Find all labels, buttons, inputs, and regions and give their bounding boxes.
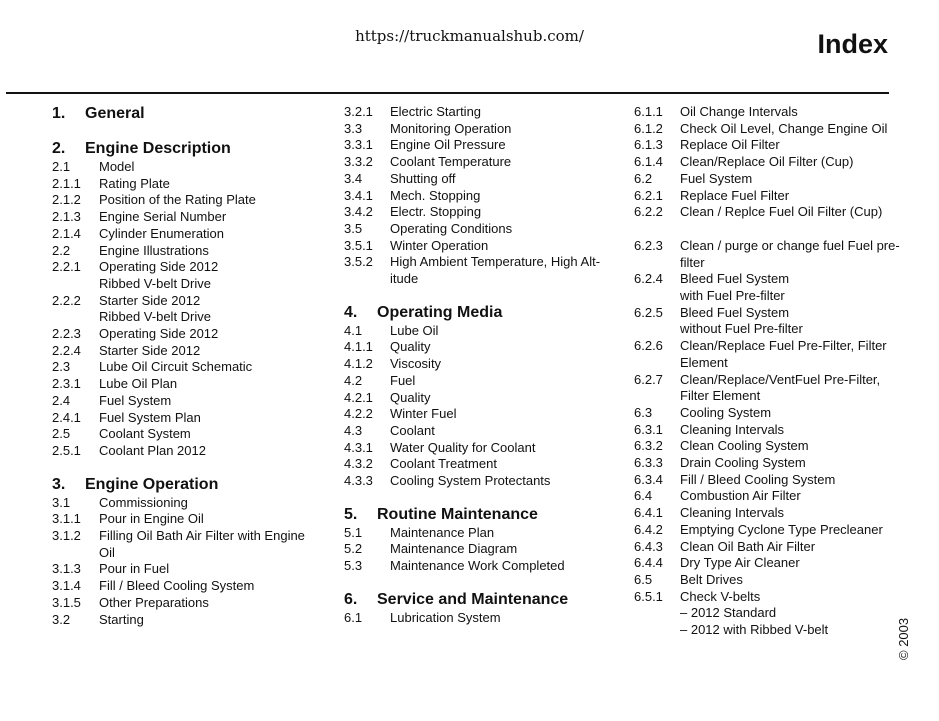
index-entry (344, 221, 614, 238)
index-entry (344, 610, 614, 627)
entry-title: Clean/Replace/VentFuel Pre-Filter, Filter Element (680, 371, 881, 404)
entry-title: Engine Oil Pressure (390, 137, 506, 153)
entry-number: 2.2.1 (52, 259, 81, 275)
section-heading (52, 104, 320, 124)
entry-number: 3.5.2 (344, 254, 373, 270)
entry-title: Engine Serial Number (99, 209, 227, 225)
entry-title: Rating Plate (99, 175, 170, 191)
header-divider (6, 92, 889, 94)
entry-title: Drain Cooling System (680, 455, 806, 471)
index-entry (52, 176, 320, 193)
entry-title: Shutting off (390, 170, 456, 186)
entry-number: 2.5 (52, 426, 71, 442)
entry-title: Electric Starting (390, 104, 482, 119)
section-heading (344, 590, 614, 610)
entry-title: Maintenance Work Completed (390, 558, 565, 574)
entry-title: Fuel System (99, 392, 172, 408)
entry-number: 4. (344, 303, 358, 321)
entry-number: 3.5 (344, 220, 363, 236)
index-entry (52, 192, 320, 209)
entry-number: 6.2 (634, 170, 653, 186)
section-heading (344, 505, 614, 525)
index-column-1 (52, 104, 320, 628)
index-entry (634, 204, 904, 221)
entry-title: Operating Side 2012 (99, 326, 219, 342)
entry-title: Fill / Bleed Cooling System (680, 471, 836, 487)
entry-number (634, 605, 680, 622)
index-entry (634, 137, 904, 154)
index-entry (634, 589, 904, 606)
entry-number: 3.1 (52, 494, 71, 510)
entry-title: Cylinder Enumeration (99, 225, 225, 241)
index-entry (634, 238, 904, 271)
entry-title: Coolant System (99, 426, 191, 442)
entry-number: 6.2.3 (634, 237, 663, 253)
entry-number: 2.2.2 (52, 292, 81, 308)
entry-number: 4.3.3 (344, 473, 373, 489)
entry-title: Lubrication System (390, 609, 501, 625)
entry-number: 6.5 (634, 571, 653, 587)
copyright-notice: © 2003 (896, 617, 911, 660)
entry-title: Fuel System Plan (99, 409, 201, 425)
index-entry (52, 393, 320, 410)
index-entry (52, 410, 320, 427)
entry-number: 6.3.2 (634, 438, 663, 454)
entry-title: Viscosity (390, 356, 442, 372)
index-entry (634, 305, 904, 322)
entry-title: Engine Illustrations (99, 242, 209, 258)
entry-title: Check Oil Level, Change Engine Oil (680, 120, 888, 136)
index-entry (52, 343, 320, 360)
entry-title: Monitoring Operation (390, 120, 512, 136)
index-entry (52, 528, 320, 561)
entry-title: Quality (390, 389, 431, 405)
entry-number: 6.2.2 (634, 204, 663, 220)
index-entry (344, 356, 614, 373)
entry-number: 3.5.1 (344, 237, 373, 253)
entry-number (52, 276, 99, 293)
entry-number: 2.2.3 (52, 326, 81, 342)
entry-number: 6.3 (634, 404, 653, 420)
entry-number: 3.2.1 (344, 104, 373, 119)
entry-title: Position of the Rating Plate (99, 192, 256, 208)
entry-number: 6.4.3 (634, 538, 663, 554)
entry-title: Cooling System Protectants (390, 473, 551, 489)
index-entry (52, 578, 320, 595)
index-entry (52, 612, 320, 629)
entry-title: Pour in Engine Oil (99, 511, 204, 527)
index-entry (634, 372, 904, 405)
index-entry (52, 159, 320, 176)
entry-title: Clean/Replace Oil Filter (Cup) (680, 154, 854, 170)
entry-title: without Fuel Pre-filter (680, 321, 803, 337)
index-entry (344, 423, 614, 440)
index-entry (634, 455, 904, 472)
entry-title: Operating Media (377, 303, 503, 321)
entry-number: 4.1 (344, 322, 363, 338)
entry-title: Commissioning (99, 494, 188, 510)
index-entry (634, 321, 904, 338)
entry-title: – 2012 with Ribbed V-belt (680, 622, 829, 638)
entry-number: 4.1.2 (344, 356, 373, 372)
entry-title: General (85, 105, 145, 122)
entry-number: 6.2.6 (634, 338, 663, 354)
index-entry (634, 572, 904, 589)
entry-number: 3.3 (344, 120, 363, 136)
entry-number: 2.1.3 (52, 209, 81, 225)
entry-number: 3.4.2 (344, 204, 373, 220)
index-entry (634, 522, 904, 539)
index-entry (344, 137, 614, 154)
entry-number: 3.4 (344, 170, 363, 186)
index-column-2 (344, 104, 614, 627)
entry-number: 6.2.1 (634, 187, 663, 203)
entry-number: 3.3.1 (344, 137, 373, 153)
entry-number: 6.2.4 (634, 271, 663, 287)
index-column-3 (634, 104, 904, 639)
entry-number: 6.1.2 (634, 120, 663, 136)
entry-number (634, 321, 680, 338)
entry-title: Other Preparations (99, 594, 209, 610)
index-entry (634, 338, 904, 371)
entry-title: Check V-belts (680, 588, 761, 604)
index-entry (634, 171, 904, 188)
index-entry (344, 473, 614, 490)
page-title: Index (817, 29, 888, 59)
index-entry (344, 339, 614, 356)
index-entry (634, 555, 904, 572)
entry-title: Clean/Replace Fuel Pre-Filter, Filter Element (680, 338, 887, 370)
index-entry (52, 259, 320, 276)
entry-title: High Ambient Temperature, High Alt-itude (390, 254, 601, 287)
section-heading (344, 303, 614, 323)
index-entry (344, 390, 614, 407)
entry-title: Winter Fuel (390, 406, 457, 422)
entry-number: 2.4.1 (52, 409, 81, 425)
index-entry (344, 541, 614, 558)
entry-number: 6.3.1 (634, 421, 663, 437)
entry-number: 1. (52, 105, 66, 122)
entry-title: Belt Drives (680, 571, 743, 587)
index-entry (344, 204, 614, 221)
entry-title: Ribbed V-belt Drive (99, 275, 211, 291)
index-entry (344, 104, 614, 121)
entry-number: 2.3.1 (52, 376, 81, 392)
entry-title: Water Quality for Coolant (390, 439, 536, 455)
entry-number: 2.2.4 (52, 342, 81, 358)
entry-title: Bleed Fuel System (680, 304, 790, 320)
index-entry (344, 121, 614, 138)
entry-number: 2.1.2 (52, 192, 81, 208)
entry-title: Fill / Bleed Cooling System (99, 578, 255, 594)
entry-number: 4.3.2 (344, 456, 373, 472)
index-entry (634, 472, 904, 489)
index-entry (52, 443, 320, 460)
section-heading (52, 139, 320, 159)
page-url: https://truckmanualshub.com/ (355, 27, 584, 45)
index-entry (52, 326, 320, 343)
entry-title: Electr. Stopping (390, 204, 482, 220)
entry-number: 2.4 (52, 392, 71, 408)
index-entry (634, 422, 904, 439)
index-entry (634, 405, 904, 422)
entry-title: Coolant (390, 422, 435, 438)
index-entry (344, 456, 614, 473)
entry-number: 6.1.1 (634, 104, 663, 119)
entry-number (52, 309, 99, 326)
entry-number: 6.1.3 (634, 137, 663, 153)
index-entry (52, 209, 320, 226)
entry-title: Coolant Treatment (390, 456, 497, 472)
entry-title: Starter Side 2012 (99, 342, 201, 358)
entry-title: Operating Conditions (390, 220, 513, 236)
entry-title: Lube Oil Plan (99, 376, 178, 392)
entry-number: 2.1.4 (52, 225, 81, 241)
entry-number: 4.1.1 (344, 339, 373, 355)
entry-title: Cleaning Intervals (680, 505, 785, 521)
index-entry (344, 558, 614, 575)
entry-number: 5.1 (344, 524, 363, 540)
entry-number: 6.4.2 (634, 521, 663, 537)
index-entry (52, 495, 320, 512)
entry-title: Engine Operation (85, 475, 219, 493)
index-entry (634, 505, 904, 522)
entry-number: 3.1.2 (52, 528, 81, 544)
index-entry (344, 373, 614, 390)
entry-number: 6.4 (634, 488, 653, 504)
entry-title: Service and Maintenance (377, 590, 569, 608)
index-entry (52, 595, 320, 612)
index-entry (344, 188, 614, 205)
entry-number: 5.2 (344, 541, 363, 557)
entry-title: Starter Side 2012 (99, 292, 201, 308)
entry-number: 6.2.5 (634, 304, 663, 320)
entry-title: Clean / purge or change fuel Fuel pre-filter (680, 237, 900, 270)
index-entry (52, 376, 320, 393)
entry-title: Ribbed V-belt Drive (99, 309, 211, 325)
entry-number: 2.3 (52, 359, 71, 375)
index-entry (344, 323, 614, 340)
entry-number: 6.4.1 (634, 505, 663, 521)
entry-number: 4.3.1 (344, 439, 373, 455)
entry-number: 6.1 (344, 609, 363, 625)
entry-number: 6. (344, 590, 358, 608)
entry-title: with Fuel Pre-filter (680, 288, 785, 304)
entry-title: Model (99, 159, 135, 174)
entry-number: 4.2 (344, 372, 363, 388)
index-entry (52, 243, 320, 260)
index-entry (344, 406, 614, 423)
index-entry (634, 104, 904, 121)
index-entry (52, 561, 320, 578)
index-entry (52, 359, 320, 376)
entry-title: Winter Operation (390, 237, 489, 253)
entry-title: Maintenance Diagram (390, 541, 518, 557)
entry-number: 2.1 (52, 159, 71, 174)
entry-title: Replace Oil Filter (680, 137, 780, 153)
entry-number: 2.5.1 (52, 442, 81, 458)
entry-number: 6.5.1 (634, 588, 663, 604)
index-entry (52, 309, 320, 326)
entry-title: Replace Fuel Filter (680, 187, 790, 203)
entry-title: Oil Change Intervals (680, 104, 798, 119)
index-entry (52, 426, 320, 443)
entry-title: Lube Oil Circuit Schematic (99, 359, 253, 375)
index-entry (634, 154, 904, 171)
entry-number: 4.3 (344, 422, 363, 438)
entry-title: Combustion Air Filter (680, 488, 801, 504)
entry-number: 6.3.4 (634, 471, 663, 487)
entry-title: Cooling System (680, 404, 772, 420)
entry-title: Dry Type Air Cleaner (680, 555, 800, 571)
entry-number: 3.4.1 (344, 187, 373, 203)
index-entry (634, 488, 904, 505)
entry-number: 6.4.4 (634, 555, 663, 571)
entry-number: 3.3.2 (344, 154, 373, 170)
index-entry (634, 605, 904, 622)
index-entry (634, 539, 904, 556)
entry-title: Operating Side 2012 (99, 259, 219, 275)
entry-number: 4.2.1 (344, 389, 373, 405)
section-heading (52, 475, 320, 495)
index-entry (634, 288, 904, 305)
entry-number: 2.2 (52, 242, 71, 258)
entry-title: Clean Oil Bath Air Filter (680, 538, 816, 554)
entry-title: Clean / Replce Fuel Oil Filter (Cup) (680, 204, 883, 220)
entry-title: Engine Description (85, 140, 231, 157)
index-entry (634, 188, 904, 205)
entry-number: 3.1.1 (52, 511, 81, 527)
entry-title: Fuel (390, 372, 416, 388)
entry-number: 3.2 (52, 611, 71, 627)
entry-title: Fuel System (680, 170, 753, 186)
index-entry (344, 440, 614, 457)
entry-title: Starting (99, 611, 144, 627)
entry-number: 2. (52, 140, 66, 157)
entry-number: 3.1.5 (52, 594, 81, 610)
index-entry (52, 293, 320, 310)
entry-number: 6.2.7 (634, 371, 663, 387)
entry-title: Cleaning Intervals (680, 421, 785, 437)
index-entry (634, 121, 904, 138)
entry-number: 4.2.2 (344, 406, 373, 422)
entry-number: 5.3 (344, 558, 363, 574)
entry-title: Filling Oil Bath Air Filter with Engine Oil (99, 528, 305, 560)
index-entry (634, 271, 904, 288)
entry-number: 5. (344, 505, 358, 523)
index-entry (344, 525, 614, 542)
entry-number: 6.3.3 (634, 455, 663, 471)
entry-number: 3.1.4 (52, 578, 81, 594)
index-entry (52, 276, 320, 293)
entry-title: Bleed Fuel System (680, 271, 790, 287)
entry-number: 3. (52, 475, 66, 493)
entry-title: Routine Maintenance (377, 505, 538, 523)
index-entry (634, 622, 904, 639)
entry-title: Clean Cooling System (680, 438, 809, 454)
index-entry (344, 254, 614, 287)
index-entry (344, 238, 614, 255)
index-entry (634, 438, 904, 455)
entry-number (634, 622, 680, 639)
entry-title: Lube Oil (390, 322, 439, 338)
entry-title: Pour in Fuel (99, 561, 170, 577)
index-entry (344, 154, 614, 171)
entry-number: 6.1.4 (634, 154, 663, 170)
entry-title: Mech. Stopping (390, 187, 481, 203)
index-entry (52, 511, 320, 528)
entry-title: Coolant Plan 2012 (99, 442, 206, 458)
entry-number (634, 288, 680, 305)
entry-number: 2.1.1 (52, 175, 81, 191)
index-entry (52, 226, 320, 243)
entry-title: Emptying Cyclone Type Precleaner (680, 521, 883, 537)
entry-number: 3.1.3 (52, 561, 81, 577)
entry-title: – 2012 Standard (680, 605, 777, 621)
entry-title: Coolant Temperature (390, 154, 512, 170)
index-entry (344, 171, 614, 188)
entry-title: Maintenance Plan (390, 524, 495, 540)
entry-title: Quality (390, 339, 431, 355)
